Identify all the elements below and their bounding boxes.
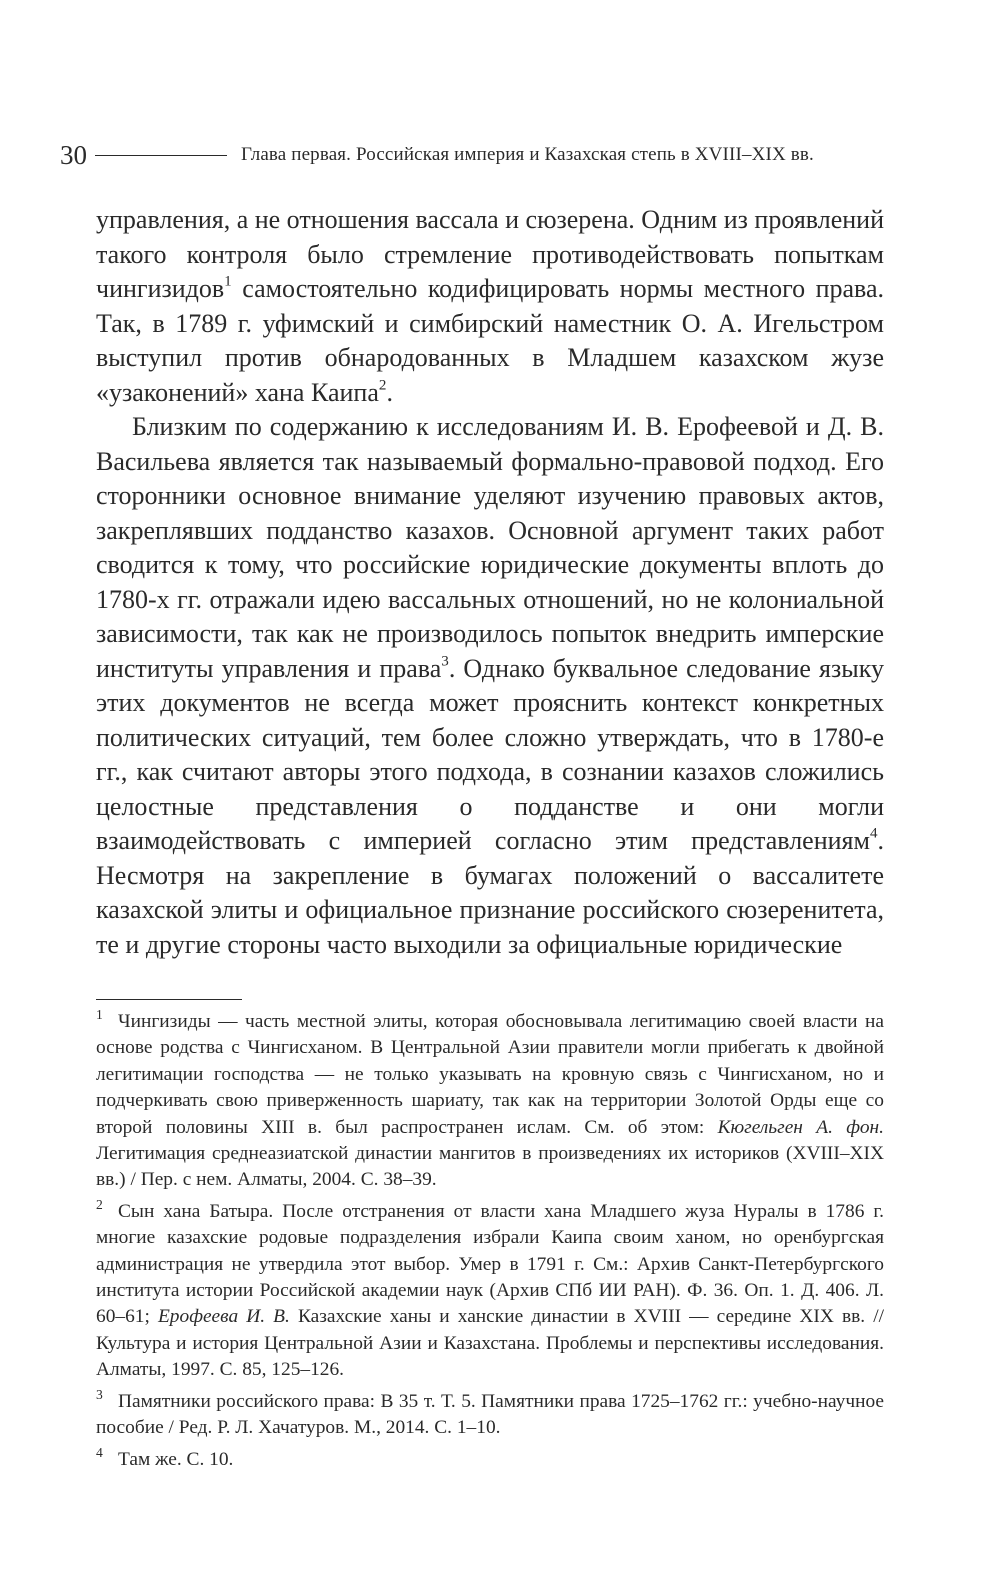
paragraph-2: Близким по содержанию к исследованиям И. В. Ерофеевой и Д. В. Васильева является так называемый формально-правовой подход. Его сторонники основное внимание уделяют изучению правовых актов, закреплявших подданство казахов. Основной аргумент таких работ сводится к тому, что российские юридические документы вплоть до 1780-х гг. отражали идею вассальных отношений, но не колониальной зависимости, так как не производилось попыток внедрить имперские институты управления и права$^3$. Однако буквальное следование языку этих документов не всегда может прояснить контекст конкретных политических ситуаций, тем более сложно утверждать, что в 1780-е гг., как считают авторы этого подхода, в сознании казахов сложились целостные представления о подданстве и они могли взаимодействовать с империей согласно этим представлениям$^4$. Несмотря на закрепление в бумагах положений о вассалитете казахской элиты и официальное признание российского сюзеренитета, те и другие стороны часто выходили за официальные юридические [96,412,884,959]
footnote-2: $^2$ Сын хана Батыра. После отстранения от власти хана Младшего жуза Нуралы в 1786 г. многие казахские родовые подразделения избрали Каипа своим ханом, но оренбургская администрация не утвердила этот выбор. Умер в 1791 г. См.: Архив Санкт-Петербургского института истории Российской академии наук (Архив СПб ИИ РАН). Ф. 36. Оп. 1. Д. 406. Л. 60–61; Ерофеева И. В. Казахские ханы и ханские династии в XVIII — середине XIX вв. // Культура и история Центральной Азии и Казахстана. Проблемы и перспективы исследования. Алматы, 1997. С. 85, 125–126. [96,1196,884,1381]
footnote-number: 4 [96,1444,103,1460]
footnote-1: $^1$ Чингизиды — часть местной элиты, которая обосновывала легитимацию своей власти на основе родства с Чингисханом. В Центральной Азии правители могли прибегать к двойной легитимации господства — не только указывать на кровную связь с Чингисханом, но и подчеркивать свою приверженность шариату, так как на территории Золотой Орды еще со второй половины XIII в. был распространен ислам. См. об этом: Кюгельген А. фон. Легитимация среднеазиатской династии мангитов в произведениях их историков (XVIII–XIX вв.) / Пер. с нем. Алматы, 2004. С. 38–39. [96,1006,884,1191]
footnote-ref-2[interactable]: 2 [378,377,387,394]
footnote-number: 3 [96,1386,103,1402]
chapter-title: Глава первая. Российская империя и Казахская степь в XVIII–XIX вв. [241,144,814,165]
running-head [60,138,888,172]
author-name: Кюгельген А. фон. [717,1116,884,1138]
footnotes [96,1006,884,1478]
footnote-ref-3[interactable]: 3 [441,653,449,670]
footnote-ref-4[interactable]: 4 [869,825,878,842]
footnote-3: $^3$ Памятники российского права: В 35 т. Т. 5. Памятники права 1725–1762 гг.: учебно-научное пособие / Ред. Р. Л. Хачатуров. М., 2014. С. 1–10. [96,1386,884,1439]
footnote-4: $^4$ Там же. С. 10. [96,1444,234,1470]
author-name: Ерофеева И. В. [157,1306,290,1328]
footnote-number: 2 [96,1196,103,1212]
footnote-ref-1[interactable]: 1 [224,273,232,290]
page-number: 30 [60,139,87,170]
footnote-number: 1 [96,1006,103,1022]
paragraph-1: управления, а не отношения вассала и сюзерена. Одним из проявлений такого контроля было стремление противодействовать попыткам чингизидов$^1$ самостоятельно кодифицировать нормы местного права. Так, в 1789 г. уфимский и симбирский наместник О. А. Игельстром выступил против обнародованных в Младшем казахском жузе «узаконений» хана Каипа$^2$. [96,205,884,407]
main-text [96,203,884,962]
header-rule [95,155,227,156]
footnote-separator [96,999,242,1000]
